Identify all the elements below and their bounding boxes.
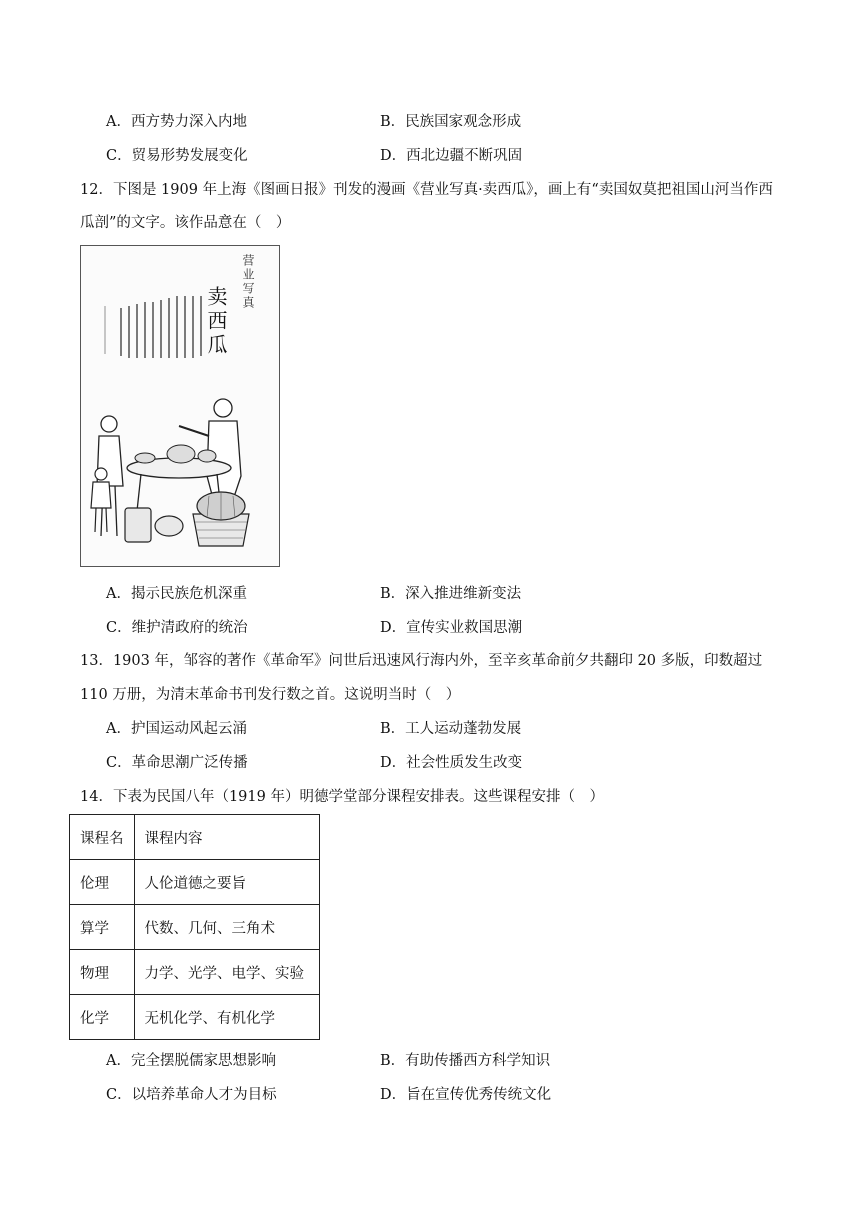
q12-option-b: B．深入推进维新变法 [380, 586, 522, 602]
q11-option-d: D．西北边疆不断巩固 [380, 148, 523, 164]
table-cell: 无机化学、有机化学 [134, 995, 319, 1040]
table-cell: 伦理 [70, 860, 135, 905]
q13-option-b: B．工人运动蓬勃发展 [380, 721, 522, 737]
q14-option-d: D．旨在宣传优秀传统文化 [380, 1087, 552, 1103]
table-header-cell: 课程名 [70, 815, 135, 860]
q12-option-d: D．宣传实业救国思潮 [380, 620, 523, 636]
q11-option-b: B．民族国家观念形成 [380, 114, 522, 130]
table-cell: 化学 [70, 995, 135, 1040]
q14-option-c: C．以培养革命人才为目标 [106, 1087, 277, 1103]
q12-stem-line1: 12．下图是 1909 年上海《图画日报》刊发的漫画《营业写真·卖西瓜》，画上有“卖国奴莫把祖国山河当作西 [80, 182, 773, 198]
table-cell: 人伦道德之要旨 [134, 860, 319, 905]
table-row [70, 860, 320, 905]
q12-option-a: A．揭示民族危机深重 [106, 586, 247, 602]
q14-option-b: B．有助传播西方科学知识 [380, 1053, 551, 1069]
q13-option-c: C．革命思潮广泛传播 [106, 755, 248, 771]
table-row [70, 995, 320, 1040]
table-row [70, 905, 320, 950]
table-cell: 代数、几何、三角术 [134, 905, 319, 950]
cartoon-figure [80, 245, 280, 567]
cartoon-subtitle: 卖西瓜 [204, 286, 228, 358]
course-table [69, 814, 320, 1040]
table-header-row [70, 815, 320, 860]
q14-stem-line1: 14．下表为民国八年（1919 年）明德学堂部分课程安排表。这些课程安排（ ） [80, 789, 604, 805]
table-row [70, 950, 320, 995]
q12-stem-line2: 瓜剖”的文字。该作品意在（ ） [80, 215, 291, 231]
q13-option-a: A．护国运动风起云涌 [106, 721, 247, 737]
table-header-cell: 课程内容 [134, 815, 319, 860]
q14-option-a: A．完全摆脱儒家思想影响 [106, 1053, 276, 1069]
q11-option-c: C．贸易形势发展变化 [106, 148, 248, 164]
table-cell: 算学 [70, 905, 135, 950]
cartoon-title: 营业写真 [241, 254, 255, 310]
q13-option-d: D．社会性质发生改变 [380, 755, 523, 771]
q13-stem-line1: 13．1903 年，邹容的著作《革命军》问世后迅速风行海内外，至辛亥革命前夕共翻印 20 多版，印数超过 [80, 653, 763, 669]
table-cell: 物理 [70, 950, 135, 995]
table-cell: 力学、光学、电学、实验 [134, 950, 319, 995]
q12-option-c: C．维护清政府的统治 [106, 620, 248, 636]
q11-option-a: A．西方势力深入内地 [106, 114, 247, 130]
q13-stem-line2: 110 万册，为清末革命书刊发行数之首。这说明当时（ ） [80, 687, 461, 703]
